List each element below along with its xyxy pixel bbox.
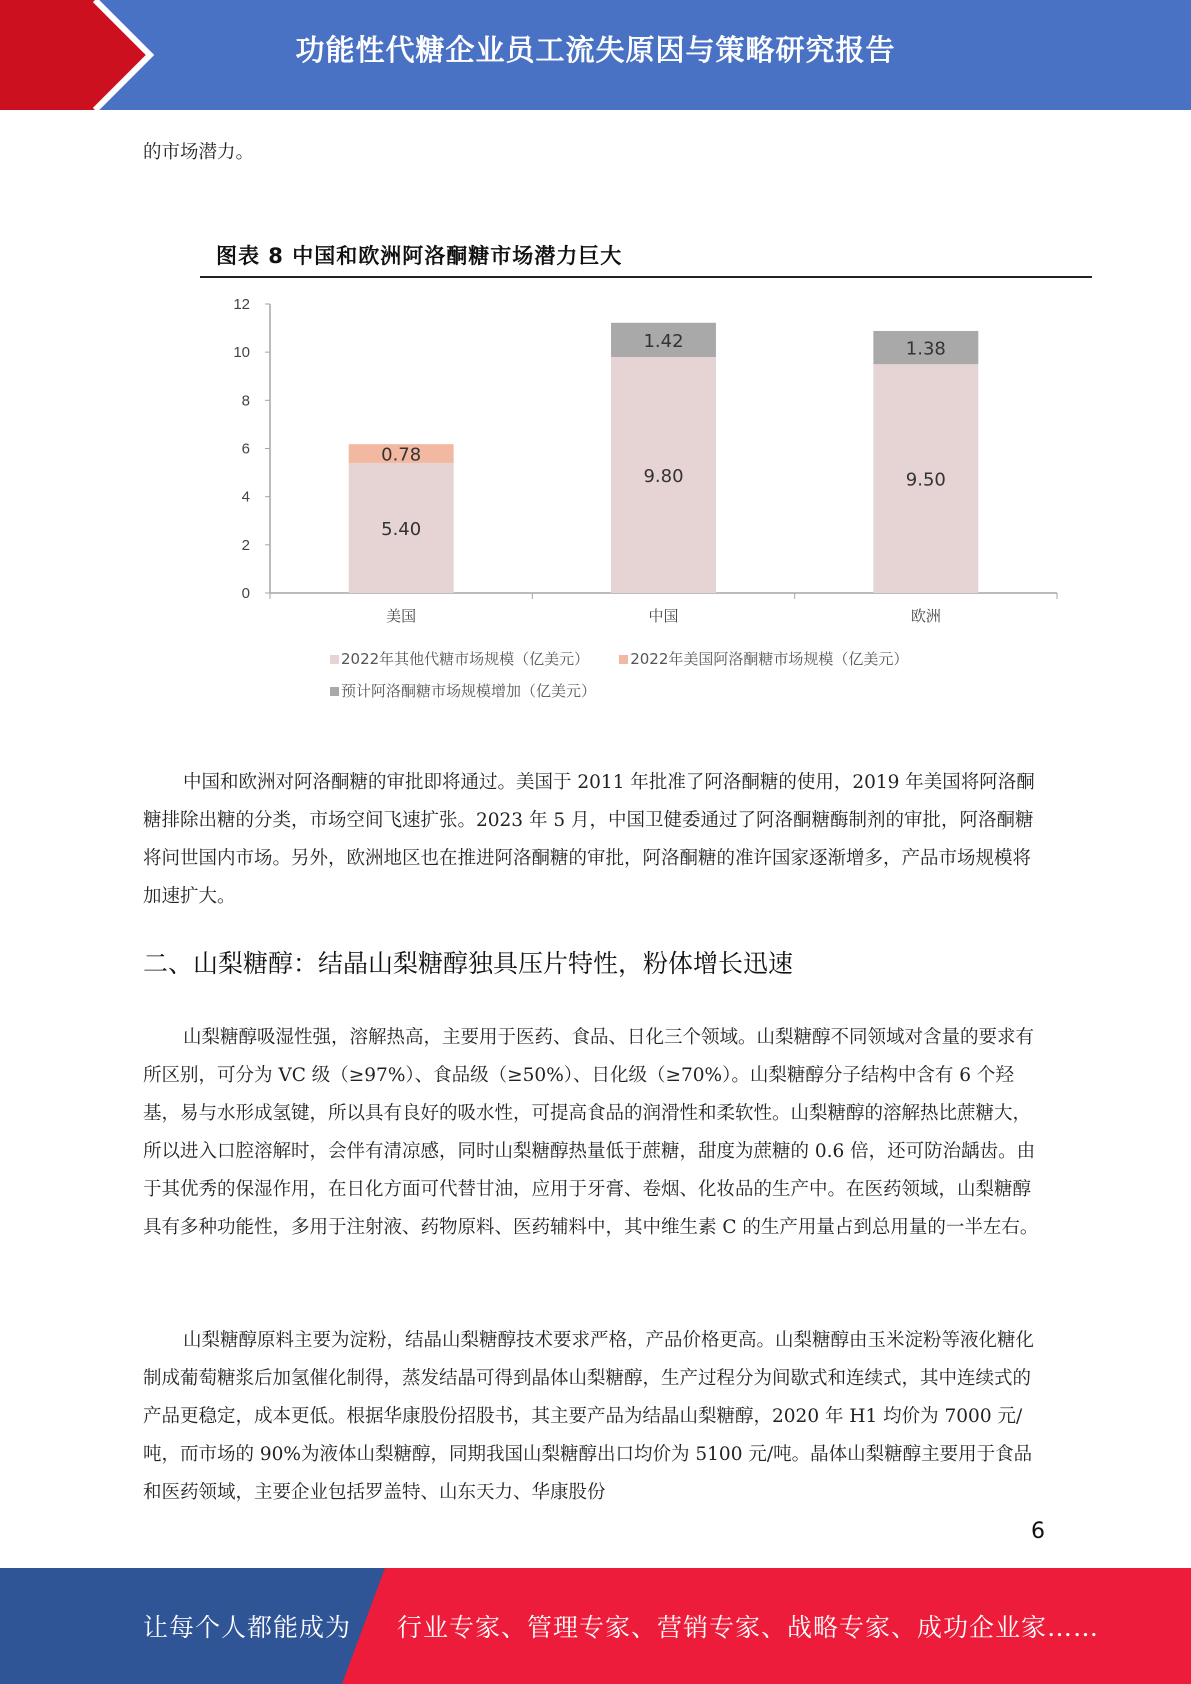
stacked-bar-chart [200,240,1092,660]
legend-item [619,643,908,675]
legend-swatch [330,655,339,664]
x-tick-label: 欧洲 [910,607,941,625]
paragraph-1 [143,764,1048,916]
footer-slogan-right: 行业专家、管理专家、营销专家、战略专家、成功企业家…… [397,1613,1100,1642]
legend-swatch [619,655,628,664]
y-tick-label: 0 [241,585,250,602]
figure [200,240,1092,710]
x-tick-label: 美国 [386,607,417,625]
intro-fragment: 的市场潜力。 [143,142,255,163]
data-label: 1.42 [643,330,684,352]
figure-title: 图表 8 中国和欧洲阿洛酮糖市场潜力巨大 [216,244,623,268]
legend-label: 2022年其他代糖市场规模（亿美元） [341,650,590,668]
section-heading: 二、山梨糖醇：结晶山梨糖醇独具压片特性，粉体增长迅速 [143,949,794,978]
data-label: 1.38 [905,338,946,360]
header-title: 功能性代糖企业员工流失原因与策略研究报告 [295,33,896,67]
y-tick-label: 2 [241,536,250,554]
paragraph-1-text: 中国和欧洲对阿洛酮糖的审批即将通过。美国于 2011 年批准了阿洛酮糖的使用，2019 年美国将阿洛酮糖排除出糖的分类，市场空间飞速扩张。2023 年 5 月，中国卫健委通过了阿洛酮糖酶制剂的审批，阿洛酮糖将问世国内市场。另外，欧洲地区也在推进阿洛酮糖的审批，阿洛酮糖的准许国家逐渐增多，产品市场规模将加速扩大。 [143,772,1035,907]
data-label: 0.78 [381,444,422,466]
x-tick-label: 中国 [648,607,679,625]
page-header [0,0,1191,110]
y-tick-label: 12 [233,296,250,313]
footer-slogan-left: 让每个人都能成为 [143,1613,352,1642]
page-number: 6 [1031,1519,1045,1544]
legend-item [330,643,589,675]
data-label: 9.50 [905,469,946,491]
intro-text [143,134,1048,172]
paragraph-3-text: 山梨糖醇原料主要为淀粉，结晶山梨糖醇技术要求严格，产品价格更高。山梨糖醇由玉米淀粉等液化糖化制成葡萄糖浆后加氢催化制得，蒸发结晶可得到晶体山梨糖醇，生产过程分为间歇式和连续式，其中连续式的产品更稳定，成本更低。根据华康股份招股书，其主要产品为结晶山梨糖醇，2020 年 H1 均价为 7000 元/吨，而市场的 90%为液体山梨糖醇，同期我国山梨糖醇出口均价为 5100 元/吨。晶体山梨糖醇主要用于食品和医药领域，主要企业包括罗盖特、山东天力、华康股份 [143,1330,1035,1503]
chart-legend [330,643,1090,707]
paragraph-2 [143,1019,1048,1247]
y-tick-label: 8 [241,392,250,410]
data-label: 9.80 [643,465,684,487]
legend-item [330,675,596,707]
y-tick-label: 6 [241,440,250,458]
paragraph-2-text: 山梨糖醇吸湿性强，溶解热高，主要用于医药、食品、日化三个领域。山梨糖醇不同领域对含量的要求有所区别，可分为 VC 级（≥97%）、食品级（≥50%）、日化级（≥70%）。山梨糖醇分子结构中含有 6 个羟基，易与水形成氢键，所以具有良好的吸水性，可提高食品的润滑性和柔软性。山梨糖醇的溶解热比蔗糖大，所以进入口腔溶解时，会伴有清凉感，同时山梨糖醇热量低于蔗糖，甜度为蔗糖的 0.6 倍，还可防治龋齿。由于其优秀的保湿作用，在日化方面可代替甘油，应用于牙膏、卷烟、化妆品的生产中。在医药领域，山梨糖醇具有多种功能性，多用于注射液、药物原料、医药辅料中，其中维生素 C 的生产用量占到总用量的一半左右。 [143,1027,1039,1238]
page-footer [0,1568,1191,1684]
legend-label: 2022年美国阿洛酮糖市场规模（亿美元） [630,650,909,668]
legend-label: 预计阿洛酮糖市场规模增加（亿美元） [341,682,597,700]
y-tick-label: 10 [233,344,250,362]
legend-swatch [330,687,339,696]
data-label: 5.40 [381,518,422,540]
paragraph-3 [143,1322,1048,1512]
y-tick-label: 4 [241,488,250,506]
